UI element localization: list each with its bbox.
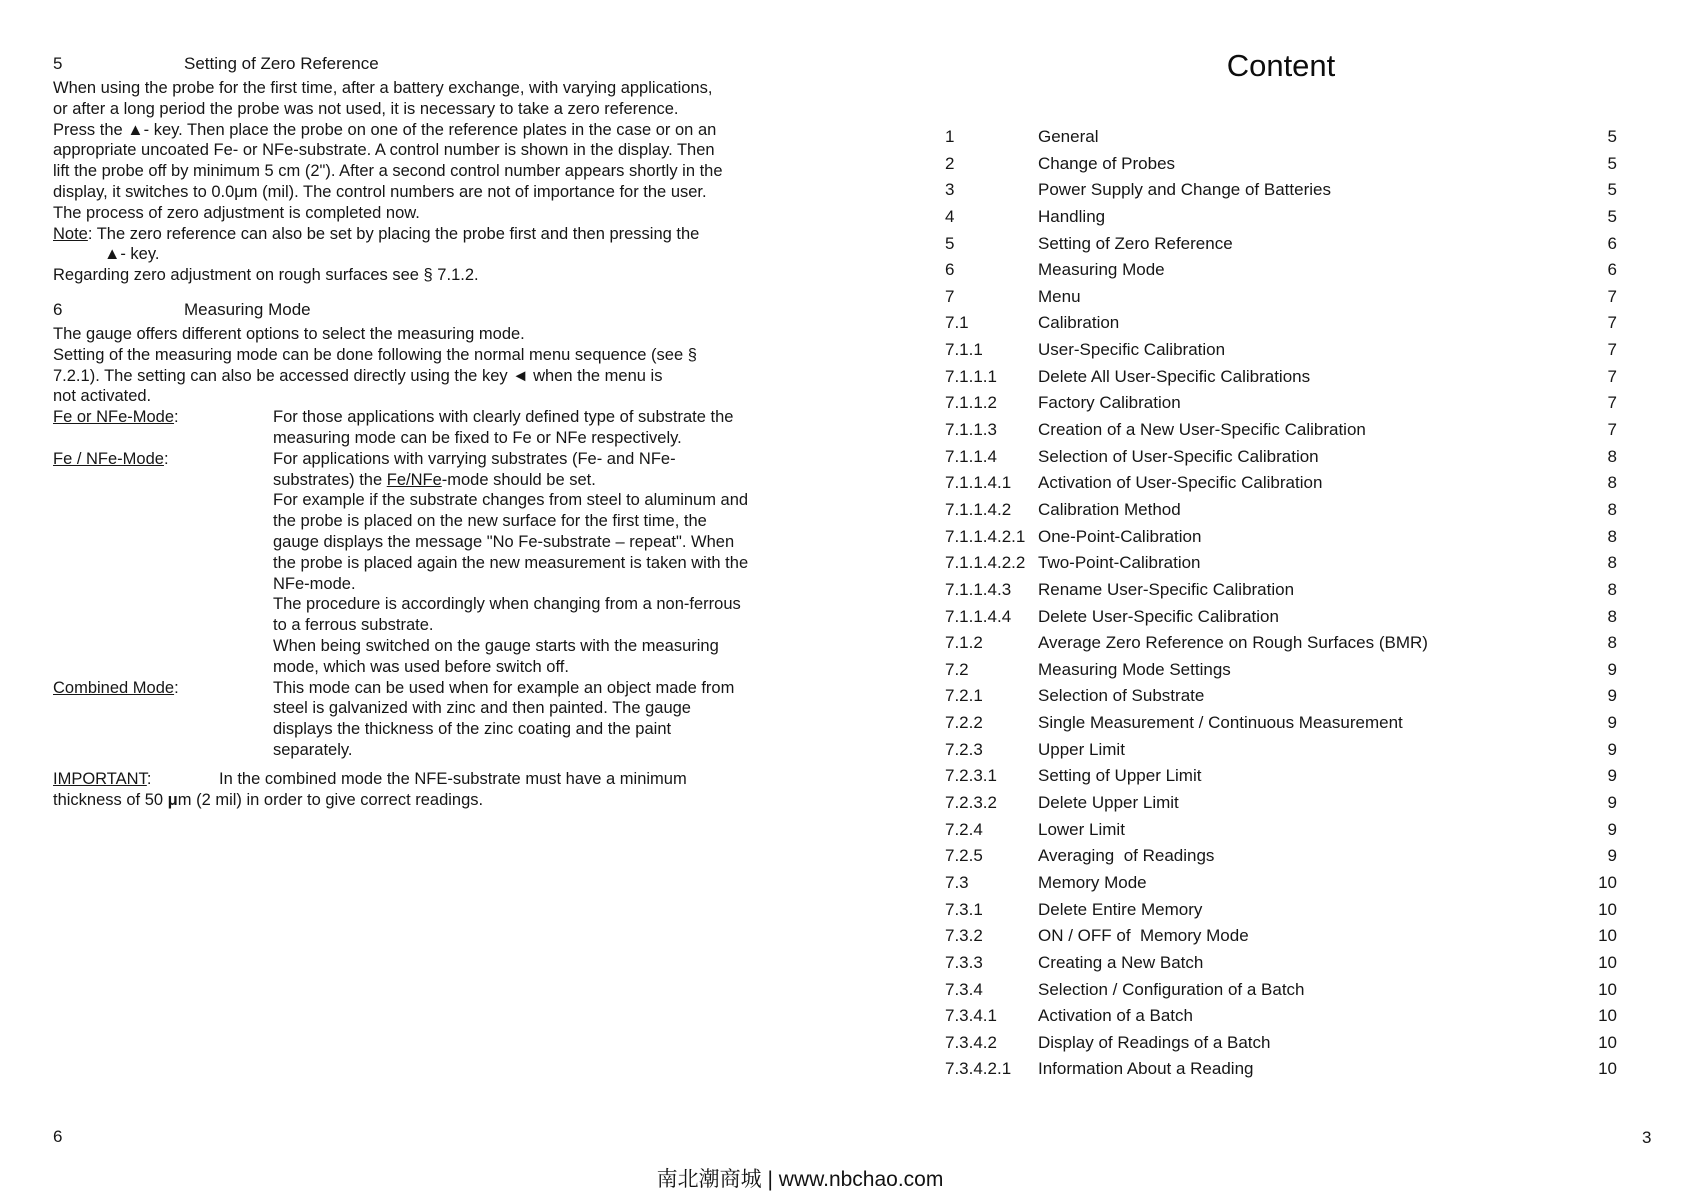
toc-entry-title: Calibration [1038,313,1120,333]
paragraph-line: not activated. [53,387,152,406]
paragraph-line: lift the probe off by minimum 5 cm (2"). After a second control number appears shortly in the [53,162,723,181]
toc-entry-number: 7.3.4.1 [945,1006,997,1026]
toc-entry-page: 10 [1598,926,1617,946]
toc-row [945,126,1617,153]
toc-entry-title: Delete Upper Limit [1038,793,1179,813]
toc-entry-number: 7.3.1 [945,899,983,919]
mode-description-line: gauge displays the message "No Fe-substrate – repeat". When [273,532,735,551]
toc-entry-number: 7.3.4.2.1 [945,1059,1012,1079]
toc-entry-title: Delete Entire Memory [1038,899,1203,919]
section-6-intro [53,324,813,407]
toc-entry-title: Power Supply and Change of Batteries [1038,180,1331,200]
mode-description-line: mode, which was used before switch off. [273,657,569,676]
toc-entry-page: 5 [1607,206,1617,226]
toc-entry-page: 9 [1607,686,1617,706]
paragraph-line: Press the ▲- key. Then place the probe on one of the reference plates in the case or on an [53,120,717,139]
toc-entry-page: 6 [1607,260,1617,280]
mode-description-line: For applications with varrying substrates (Fe- and NFe- [273,449,676,468]
toc-entry-number: 7.1.1.4.4 [945,606,1012,626]
right-page-number: 3 [1642,1128,1652,1147]
toc-row [945,765,1617,792]
important-line-1 [53,769,813,790]
section-5-heading [53,53,813,75]
toc-row [945,286,1617,313]
toc-entry-number: 2 [945,153,955,173]
toc-entry-page: 9 [1607,739,1617,759]
toc-entry-page: 10 [1598,1006,1617,1026]
toc-entry-number: 1 [945,127,955,146]
section-measuring-mode [53,299,813,761]
toc-entry-page: 8 [1607,553,1617,573]
toc-row [945,712,1617,739]
toc-row [945,179,1617,206]
toc-entry-title: Selection / Configuration of a Batch [1038,979,1305,999]
toc-entry-number: 7.2.1 [945,686,983,706]
toc-entry-number: 7.3.2 [945,926,983,946]
toc-entry-number: 7.2.2 [945,713,983,733]
mode-description [273,407,813,449]
toc-entry-page: 8 [1607,499,1617,519]
toc-entry-title: Selection of Substrate [1038,686,1205,706]
toc-entry-page: 10 [1598,952,1617,972]
mode-description-line: separately. [273,740,353,759]
toc-entry-title: Memory Mode [1038,872,1147,892]
toc-entry-title: ON / OFF of Memory Mode [1038,926,1249,946]
toc-entry-number: 7.2.5 [945,846,983,866]
paragraph-line: display, it switches to 0.0μm (mil). The control numbers are not of importance for the user. [53,182,707,201]
toc-entry-title: Activation of User-Specific Calibration [1038,473,1323,493]
paragraph-line: 7.2.1). The setting can also be accessed directly using the key ◄ when the menu is [53,366,663,385]
toc-page-title: Content [1226,48,1336,83]
toc-entry-title: Activation of a Batch [1038,1006,1193,1026]
note-line-2: ▲- key. [104,245,160,264]
toc-entry-number: 7.1.1.4 [945,446,997,466]
toc-entry-title: Creating a New Batch [1038,952,1204,972]
toc-entry-title: Rename User-Specific Calibration [1038,579,1295,599]
toc-entry-page: 10 [1598,1059,1617,1079]
section-5-title: Setting of Zero Reference [184,54,379,73]
toc-entry-page: 10 [1598,872,1617,892]
mode-description-line: the probe is placed on the new surface for the first time, the [273,512,707,531]
toc-entry-title: Setting of Upper Limit [1038,766,1202,786]
toc-row [945,339,1617,366]
toc-entry-title: Display of Readings of a Batch [1038,1032,1271,1052]
toc-entry-title: Information About a Reading [1038,1059,1254,1079]
toc-entry-page: 6 [1607,233,1617,253]
paragraph-line: Setting of the measuring mode can be done following the normal menu sequence (see § [53,345,697,364]
toc-entry-number: 7.1.1.4.3 [945,579,1012,599]
toc-row [945,899,1617,926]
toc-row [945,499,1617,526]
toc-row [945,792,1617,819]
toc-row [945,366,1617,393]
mode-description-line: substrates) the Fe/NFe-mode should be set. [273,470,596,489]
toc-entry-number: 7.3.4 [945,979,983,999]
toc-row [945,1032,1617,1059]
mode-row [53,678,813,761]
mode-description [273,449,813,678]
section-6-title: Measuring Mode [184,300,311,319]
toc-entry-page: 8 [1607,446,1617,466]
toc-entry-number: 7.1.1 [945,340,983,360]
mode-description [273,678,813,761]
footer-watermark: 南北潮商城 | www.nbchao.com [656,1168,944,1191]
toc-entry-page: 9 [1607,766,1617,786]
toc-entry-page: 7 [1607,286,1617,306]
toc-entry-page: 7 [1607,420,1617,440]
mode-description-line: the probe is placed again the new measurement is taken with the [273,553,749,572]
toc-entry-title: Change of Probes [1038,153,1176,173]
toc-entry-number: 7.1.1.2 [945,393,997,413]
mode-label: Fe / NFe-Mode: [53,449,169,468]
left-page-number: 6 [53,1127,63,1146]
mode-description-line: For those applications with clearly defined type of substrate the [273,408,734,427]
toc-row [945,579,1617,606]
toc-entry-title: User-Specific Calibration [1038,340,1226,360]
toc-entry-page: 7 [1607,393,1617,413]
toc-entry-number: 7.1 [945,313,969,333]
toc-entry-title: Delete All User-Specific Calibrations [1038,366,1311,386]
toc-row [945,979,1617,1006]
mode-row [53,449,813,678]
toc-entry-page: 5 [1607,153,1617,173]
mode-description-line: For example if the substrate changes from steel to aluminum and [273,491,749,510]
mode-row [53,407,813,449]
toc-entry-title: Upper Limit [1038,739,1125,759]
micro-symbol: μ [167,790,178,809]
mode-description-line: The procedure is accordingly when changing from a non-ferrous [273,595,741,614]
toc-row [945,632,1617,659]
toc-entry-page: 5 [1607,180,1617,200]
toc-entry-number: 6 [945,260,955,280]
toc-row [945,1058,1617,1085]
section-6-number: 6 [53,300,63,319]
mode-description-line: NFe-mode. [273,574,356,593]
mode-label: Combined Mode: [53,678,179,697]
mode-description-line: displays the thickness of the zinc coating and the paint [273,720,672,739]
toc-row [945,845,1617,872]
toc-entry-title: Handling [1038,206,1106,226]
toc-entry-title: Measuring Mode Settings [1038,659,1231,679]
toc-entry-page: 10 [1598,1032,1617,1052]
mode-description-line: steel is galvanized with zinc and then painted. The gauge [273,699,691,718]
toc-row [945,419,1617,446]
toc-entry-number: 7.1.1.4.2.1 [945,526,1026,546]
toc-row [945,606,1617,633]
toc-row [945,872,1617,899]
toc-entry-title: Calibration Method [1038,499,1181,519]
toc-entry-page: 10 [1598,979,1617,999]
toc-row [945,472,1617,499]
toc-entry-title: Factory Calibration [1038,393,1181,413]
important-line-2: thickness of 50 μm (2 mil) in order to give correct readings. [53,790,484,809]
toc-entry-page: 8 [1607,606,1617,626]
toc-row [945,392,1617,419]
toc-row [945,312,1617,339]
toc-row [945,446,1617,473]
mode-label: Fe or NFe-Mode: [53,408,179,427]
toc-entry-page: 7 [1607,313,1617,333]
mode-list [53,407,813,761]
important-label: IMPORTANT: [53,770,152,788]
mode-description-line: measuring mode can be fixed to Fe or NFe respectively. [273,428,682,447]
toc-entry-page: 8 [1607,579,1617,599]
toc-entry-page: 7 [1607,340,1617,360]
toc-entry-number: 7.2.4 [945,819,983,839]
paragraph-line: or after a long period the probe was not used, it is necessary to take a zero reference. [53,99,679,118]
toc-entry-title: Selection of User-Specific Calibration [1038,446,1319,466]
toc-entry-page: 9 [1607,793,1617,813]
note-label: Note [53,224,88,243]
toc-entry-title: Lower Limit [1038,819,1125,839]
section-zero-reference [53,53,813,286]
section-6-heading [53,299,813,321]
toc-row [945,153,1617,180]
toc-entry-page: 7 [1607,366,1617,386]
toc-row [945,952,1617,979]
toc-entry-page: 9 [1607,819,1617,839]
toc-row [945,925,1617,952]
toc-entry-page: 8 [1607,633,1617,653]
toc-entry-title: Menu [1038,286,1081,306]
toc-entry-title: Averaging of Readings [1038,846,1215,866]
toc-entry-title: General [1038,127,1099,146]
toc-entry-number: 7.2.3 [945,739,983,759]
toc-entry-page: 8 [1607,473,1617,493]
toc-entry-number: 7.1.1.4.1 [945,473,1012,493]
section-5-number: 5 [53,54,63,73]
toc-entry-title: Two-Point-Calibration [1038,553,1201,573]
toc-entry-number: 3 [945,180,955,200]
toc-entry-page: 9 [1607,846,1617,866]
note-line [53,224,813,245]
table-of-contents [945,126,1617,1085]
toc-row [945,739,1617,766]
toc-row [945,206,1617,233]
mode-description-line: This mode can be used when for example an object made from [273,678,735,697]
toc-entry-title: Average Zero Reference on Rough Surfaces (BMR) [1038,633,1428,653]
important-text: In the combined mode the NFE-substrate must have a minimum [219,770,687,788]
toc-entry-number: 7.1.1.4.2 [945,499,1012,519]
toc-row [945,819,1617,846]
toc-entry-number: 7.1.1.3 [945,420,997,440]
section-5-closing: Regarding zero adjustment on rough surfaces see § 7.1.2. [53,266,479,285]
toc-entry-page: 5 [1607,127,1617,146]
toc-entry-number: 7.1.1.1 [945,366,997,386]
toc-row [945,552,1617,579]
paragraph-line: appropriate uncoated Fe- or NFe-substrate. A control number is shown in the display. Then [53,141,715,160]
toc-entry-page: 8 [1607,526,1617,546]
paragraph-line: The gauge offers different options to select the measuring mode. [53,325,525,343]
toc-row [945,685,1617,712]
toc-entry-number: 7 [945,286,955,306]
toc-entry-number: 7.2.3.2 [945,793,997,813]
toc-entry-number: 7.2.3.1 [945,766,997,786]
toc-row [945,259,1617,286]
mode-description-line: to a ferrous substrate. [273,616,434,635]
toc-entry-title: Creation of a New User-Specific Calibration [1038,420,1366,440]
toc-entry-title: One-Point-Calibration [1038,526,1202,546]
note-text: : The zero reference can also be set by placing the probe first and then pressing the [87,224,700,243]
toc-entry-number: 7.1.1.4.2.2 [945,553,1026,573]
toc-entry-page: 10 [1598,899,1617,919]
toc-entry-title: Single Measurement / Continuous Measurement [1038,713,1403,733]
toc-row [945,526,1617,553]
toc-entry-title: Delete User-Specific Calibration [1038,606,1279,626]
toc-entry-number: 7.3.3 [945,952,983,972]
section-5-body [53,78,813,224]
toc-entry-page: 9 [1607,713,1617,733]
important-note [53,769,813,811]
paragraph-line: When using the probe for the first time, after a battery exchange, with varying applications, [53,79,713,97]
toc-entry-number: 7.3 [945,872,969,892]
toc-entry-number: 7.1.2 [945,633,983,653]
toc-entry-page: 9 [1607,659,1617,679]
toc-row [945,659,1617,686]
toc-entry-number: 4 [945,206,955,226]
toc-entry-number: 5 [945,233,955,253]
toc-row [945,1005,1617,1032]
toc-row [945,233,1617,260]
paragraph-line: The process of zero adjustment is completed now. [53,203,420,222]
mode-description-line: When being switched on the gauge starts with the measuring [273,636,719,655]
toc-entry-number: 7.3.4.2 [945,1032,997,1052]
toc-entry-title: Measuring Mode [1038,260,1165,280]
toc-entry-number: 7.2 [945,659,969,679]
toc-entry-title: Setting of Zero Reference [1038,233,1233,253]
